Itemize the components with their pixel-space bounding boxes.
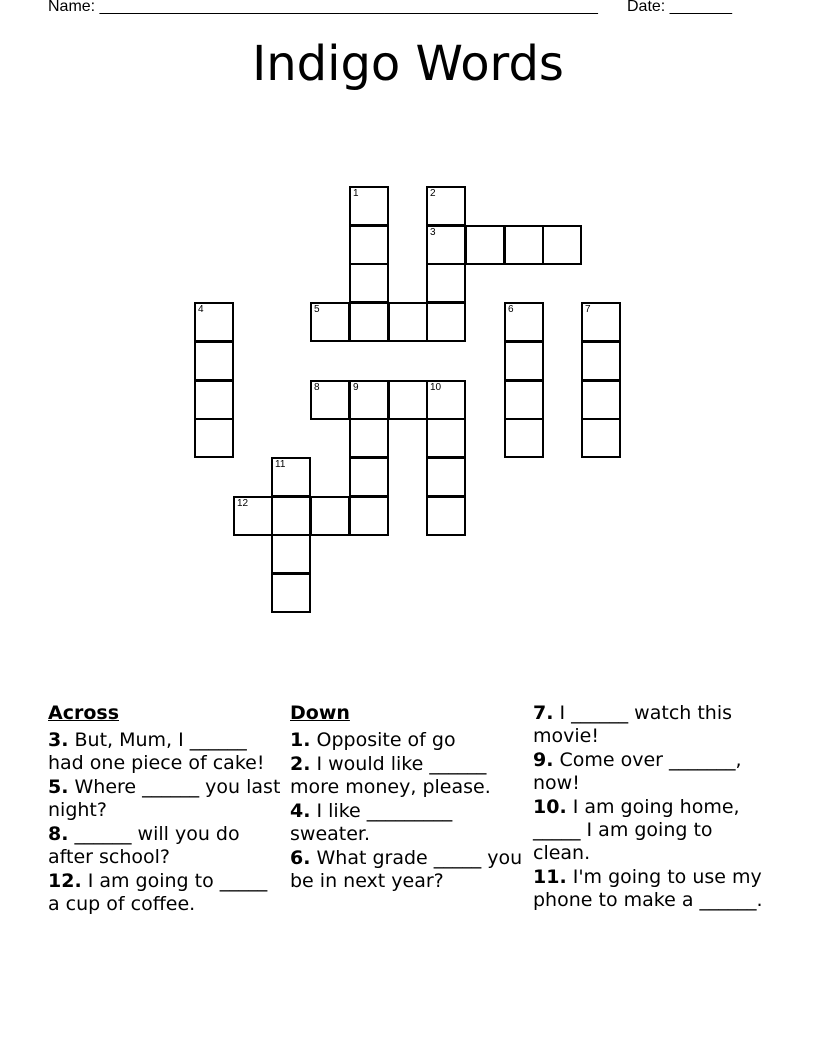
page-title: Indigo Words [252, 36, 564, 92]
crossword-cell[interactable] [271, 457, 311, 497]
clue-text: Opposite of go [316, 729, 456, 751]
cell-number: 3 [430, 227, 436, 238]
crossword-cell[interactable] [194, 418, 234, 458]
crossword-cell[interactable] [194, 380, 234, 420]
across-heading: Across [48, 702, 120, 724]
crossword-cell[interactable] [349, 380, 389, 420]
clue-number: 11. [533, 866, 567, 888]
crossword-cell[interactable] [310, 302, 350, 342]
crossword-cell[interactable] [504, 225, 544, 265]
cell-number: 7 [585, 304, 591, 315]
clue-number: 10. [533, 796, 567, 818]
crossword-cell[interactable] [194, 302, 234, 342]
down-clues-continued [533, 702, 769, 913]
clue-text: I am going home, _____ I am going to clean. [533, 796, 740, 864]
across-clues [48, 702, 284, 917]
crossword-cell[interactable] [542, 225, 582, 265]
cell-number: 1 [353, 188, 359, 199]
crossword-cell[interactable] [271, 534, 311, 574]
clue-text: But, Mum, I ______ had one piece of cake! [48, 729, 265, 774]
crossword-cell[interactable] [504, 302, 544, 342]
crossword-cell[interactable] [426, 186, 466, 226]
crossword-cell[interactable] [581, 380, 621, 420]
clue-number: 7. [533, 702, 554, 724]
clue-number: 1. [290, 729, 311, 751]
crossword-cell[interactable] [349, 496, 389, 536]
clue-number: 3. [48, 729, 69, 751]
crossword-cell[interactable] [581, 341, 621, 381]
clue-text: I ______ watch this movie! [533, 702, 733, 747]
crossword-cell[interactable] [426, 380, 466, 420]
crossword-cell[interactable] [426, 302, 466, 342]
clue-down-4 [290, 800, 526, 846]
clue-across-8 [48, 823, 284, 869]
crossword-cell[interactable] [349, 186, 389, 226]
crossword-cell[interactable] [426, 225, 466, 265]
cell-number: 8 [314, 382, 320, 393]
down-heading: Down [290, 702, 350, 724]
crossword-cell[interactable] [504, 418, 544, 458]
crossword-cell[interactable] [426, 263, 466, 303]
cell-number: 4 [198, 304, 204, 315]
crossword-cell[interactable] [349, 457, 389, 497]
down-clues [290, 702, 526, 894]
cell-number: 11 [275, 459, 286, 470]
crossword-cell[interactable] [504, 380, 544, 420]
crossword-cell[interactable] [504, 341, 544, 381]
crossword-cell[interactable] [271, 496, 311, 536]
clue-text: Where ______ you last night? [48, 776, 281, 821]
crossword-cell[interactable] [271, 573, 311, 613]
clue-text: Come over _______, now! [533, 749, 742, 794]
clue-down-2 [290, 753, 526, 799]
crossword-cell[interactable] [349, 263, 389, 303]
clue-text: I'm going to use my phone to make a ______. [533, 866, 763, 911]
clue-text: I would like ______ more money, please. [290, 753, 491, 798]
cell-number: 10 [430, 382, 442, 393]
clue-number: 6. [290, 847, 311, 869]
crossword-cell[interactable] [349, 418, 389, 458]
cell-number: 2 [430, 188, 436, 199]
crossword-cell[interactable] [388, 380, 428, 420]
clue-text: ______ will you do after school? [48, 823, 240, 868]
cell-number: 9 [353, 382, 359, 393]
cell-number: 12 [237, 498, 249, 509]
clue-down-6 [290, 847, 526, 893]
crossword-cell[interactable] [233, 496, 273, 536]
clue-down-11 [533, 866, 769, 912]
crossword-cell[interactable] [465, 225, 505, 265]
crossword-cell[interactable] [194, 341, 234, 381]
clue-down-1 [290, 729, 526, 752]
name-field[interactable]: Name: ________________________________________________________ [48, 0, 598, 15]
clue-number: 2. [290, 753, 311, 775]
clue-across-5 [48, 776, 284, 822]
crossword-cell[interactable] [349, 225, 389, 265]
crossword-cell[interactable] [426, 496, 466, 536]
clue-down-9 [533, 749, 769, 795]
cell-number: 5 [314, 304, 320, 315]
clue-number: 9. [533, 749, 554, 771]
crossword-cell[interactable] [581, 302, 621, 342]
crossword-cell[interactable] [310, 496, 350, 536]
cell-number: 6 [508, 304, 514, 315]
clue-down-10 [533, 796, 769, 865]
clue-down-7 [533, 702, 769, 748]
clue-number: 5. [48, 776, 69, 798]
clue-text: I am going to _____ a cup of coffee. [48, 870, 268, 915]
crossword-cell[interactable] [581, 418, 621, 458]
clue-number: 4. [290, 800, 311, 822]
crossword-cell[interactable] [310, 380, 350, 420]
crossword-cell[interactable] [388, 302, 428, 342]
crossword-cell[interactable] [349, 302, 389, 342]
crossword-cell[interactable] [426, 418, 466, 458]
clue-text: I like _________ sweater. [290, 800, 453, 845]
clue-across-12 [48, 870, 284, 916]
clue-number: 8. [48, 823, 69, 845]
date-field[interactable]: Date: _______ [627, 0, 732, 15]
clue-text: What grade _____ you be in next year? [290, 847, 523, 892]
crossword-cell[interactable] [426, 457, 466, 497]
clue-across-3 [48, 729, 284, 775]
clue-number: 12. [48, 870, 82, 892]
